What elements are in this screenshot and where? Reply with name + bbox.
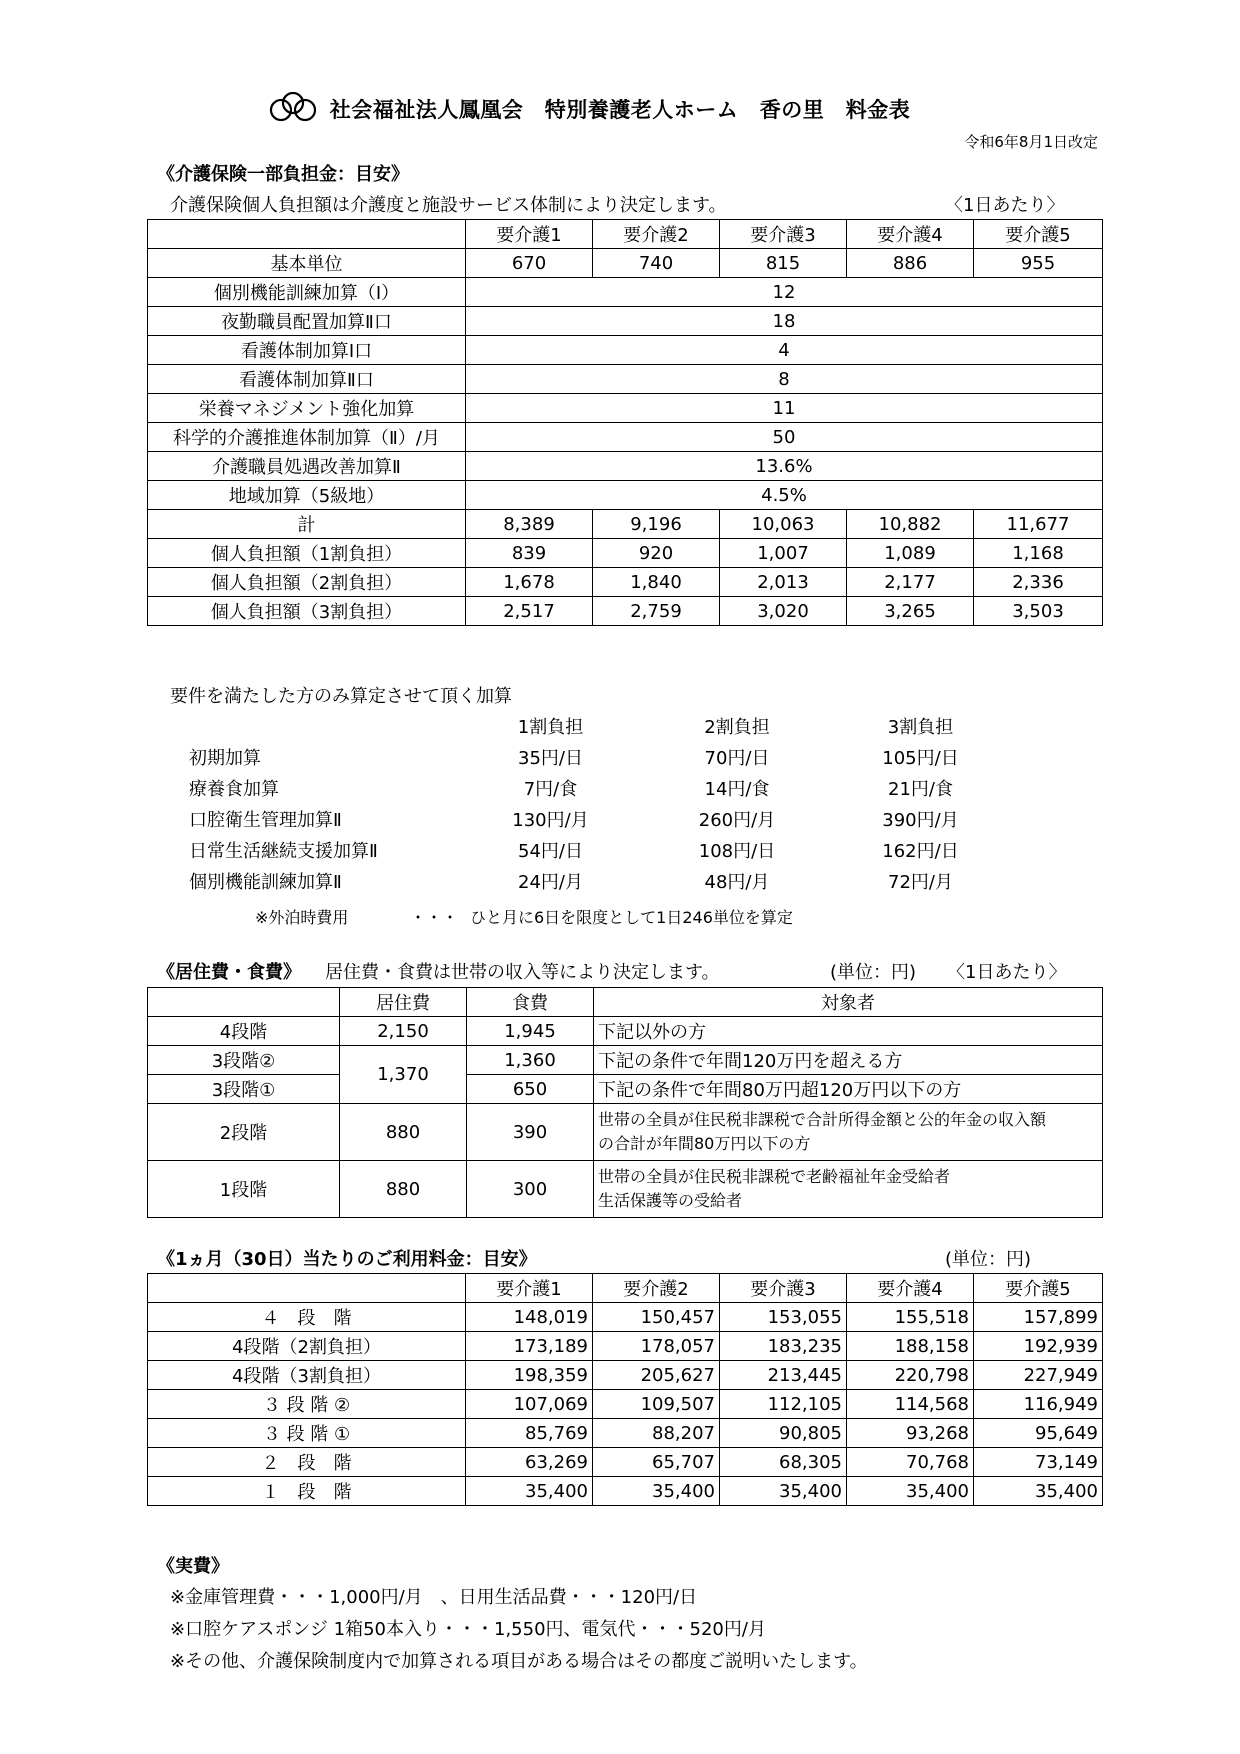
overnight-note-text: ひと月に6日を限度として1日246単位を算定 <box>470 908 793 927</box>
target-description <box>594 1104 1103 1161</box>
page-title: 社会福祉法人鳳凰会 特別養護老人ホーム 香の里 料金表 <box>329 98 911 122</box>
monthly-row-label: 4段階（2割負担） <box>148 1332 466 1361</box>
care-value-merged: 4.5% <box>466 481 1103 510</box>
housing-header-target: 対象者 <box>594 988 1103 1017</box>
care-value: 740 <box>593 249 720 278</box>
overnight-note-label: ※外泊時費用 <box>255 908 349 927</box>
care-level-header: 要介護4 <box>847 220 974 249</box>
addition-value: 105円/日 <box>882 747 959 769</box>
care-table-row <box>148 481 1103 510</box>
monthly-value: 150,457 <box>593 1303 720 1332</box>
care-row-label: 個人負担額（3割負担） <box>148 597 466 626</box>
target-line: の合計が年間80万円以下の方 <box>598 1134 811 1153</box>
addition-label: 個別機能訓練加算Ⅱ <box>189 871 342 893</box>
monthly-value: 35,400 <box>720 1477 847 1506</box>
target-line: 世帯の全員が住民税非課税で合計所得金額と公的年金の収入額 <box>598 1110 1047 1129</box>
addition-label: 療養食加算 <box>189 778 279 800</box>
care-value: 10,882 <box>847 510 974 539</box>
care-value: 1,089 <box>847 539 974 568</box>
target-description: 下記以外の方 <box>594 1017 1103 1046</box>
monthly-value: 35,400 <box>466 1477 593 1506</box>
monthly-value: 88,207 <box>593 1419 720 1448</box>
monthly-value: 213,445 <box>720 1361 847 1390</box>
care-table-row <box>148 336 1103 365</box>
monthly-value: 178,057 <box>593 1332 720 1361</box>
section-heading-monthly-fee: 《1ヵ月（30日）当たりのご利用料金：目安》 <box>157 1249 537 1270</box>
monthly-row-label: ２ 段 階 <box>148 1448 466 1477</box>
food-cost: 1,945 <box>467 1017 594 1046</box>
additions-header-blank <box>189 710 459 741</box>
monthly-value: 157,899 <box>974 1303 1103 1332</box>
burden-ratio-header: 2割負担 <box>704 716 770 738</box>
monthly-unit: (単位：円) <box>945 1249 1032 1270</box>
monthly-value: 73,149 <box>974 1448 1103 1477</box>
target-description: 下記の条件で年間80万円超120万円以下の方 <box>594 1075 1103 1104</box>
care-value: 3,265 <box>847 597 974 626</box>
addition-value: 24円/月 <box>518 871 583 893</box>
target-description <box>594 1161 1103 1218</box>
housing-food-table <box>147 987 1103 1218</box>
monthly-fee-table <box>147 1273 1103 1506</box>
care-row-label: 基本単位 <box>148 249 466 278</box>
monthly-value: 183,235 <box>720 1332 847 1361</box>
care-table-row <box>148 394 1103 423</box>
monthly-row-label: 4段階（3割負担） <box>148 1361 466 1390</box>
care-table-row <box>148 278 1103 307</box>
care-value-merged: 4 <box>466 336 1103 365</box>
food-cost: 650 <box>467 1075 594 1104</box>
per-day-note: 〈1日あたり〉 <box>945 195 1065 216</box>
care-value: 815 <box>720 249 847 278</box>
addition-value: 130円/月 <box>512 809 589 831</box>
care-level-header: 要介護1 <box>466 220 593 249</box>
addition-value: 7円/食 <box>523 778 578 800</box>
care-value: 2,759 <box>593 597 720 626</box>
care-value: 920 <box>593 539 720 568</box>
care-value: 3,020 <box>720 597 847 626</box>
care-level-header: 要介護3 <box>720 220 847 249</box>
monthly-value: 107,069 <box>466 1390 593 1419</box>
care-value: 3,503 <box>974 597 1103 626</box>
monthly-row-label: ４ 段 階 <box>148 1303 466 1332</box>
monthly-value: 148,019 <box>466 1303 593 1332</box>
care-value: 2,517 <box>466 597 593 626</box>
care-level-header: 要介護4 <box>847 1274 974 1303</box>
monthly-value: 188,158 <box>847 1332 974 1361</box>
monthly-value: 90,805 <box>720 1419 847 1448</box>
monthly-table-row <box>148 1477 1103 1506</box>
care-level-header: 要介護2 <box>593 1274 720 1303</box>
care-table-row <box>148 307 1103 336</box>
housing-cost: 880 <box>340 1104 467 1161</box>
addition-value: 54円/日 <box>518 840 583 862</box>
food-cost: 1,360 <box>467 1046 594 1075</box>
monthly-value: 93,268 <box>847 1419 974 1448</box>
monthly-value: 192,939 <box>974 1332 1103 1361</box>
housing-row-label: 3段階① <box>148 1075 340 1104</box>
addition-value: 14円/食 <box>704 778 770 800</box>
monthly-value: 35,400 <box>593 1477 720 1506</box>
monthly-value: 198,359 <box>466 1361 593 1390</box>
section-heading-actual-costs: 《実費》 <box>157 1556 229 1577</box>
target-line: 世帯の全員が住民税非課税で老齢福祉年金受給者 <box>598 1167 951 1186</box>
care-value: 1,678 <box>466 568 593 597</box>
care-row-label: 介護職員処遇改善加算Ⅱ <box>148 452 466 481</box>
housing-row-label: 2段階 <box>148 1104 340 1161</box>
care-level-header: 要介護5 <box>974 1274 1103 1303</box>
section-heading-housing-food: 《居住費・食費》 <box>157 962 301 983</box>
care-value-merged: 18 <box>466 307 1103 336</box>
care-table-row <box>148 452 1103 481</box>
target-description: 下記の条件で年間120万円を超える方 <box>594 1046 1103 1075</box>
actual-cost-line: ※その他、介護保険制度内で加算される項目がある場合はその都度ご説明いたします。 <box>170 1651 868 1672</box>
monthly-value: 85,769 <box>466 1419 593 1448</box>
care-value: 8,389 <box>466 510 593 539</box>
monthly-value: 116,949 <box>974 1390 1103 1419</box>
addition-value: 260円/月 <box>698 809 776 831</box>
actual-cost-line: ※金庫管理費・・・1,000円/月 、日用生活品費・・・120円/日 <box>170 1587 698 1608</box>
monthly-header-blank <box>148 1274 466 1303</box>
care-value: 9,196 <box>593 510 720 539</box>
care-row-label: 栄養マネジメント強化加算 <box>148 394 466 423</box>
monthly-value: 35,400 <box>974 1477 1103 1506</box>
monthly-value: 95,649 <box>974 1419 1103 1448</box>
housing-cost: 1,370 <box>340 1046 467 1104</box>
care-value: 10,063 <box>720 510 847 539</box>
burden-ratio-header: 1割負担 <box>517 716 584 738</box>
care-value: 1,168 <box>974 539 1103 568</box>
food-cost: 390 <box>467 1104 594 1161</box>
additions-table <box>189 710 1009 896</box>
care-value-merged: 12 <box>466 278 1103 307</box>
section-heading-care-insurance: 《介護保険一部負担金：目安》 <box>157 164 409 185</box>
care-value: 2,336 <box>974 568 1103 597</box>
care-value: 839 <box>466 539 593 568</box>
monthly-value: 35,400 <box>847 1477 974 1506</box>
addition-label: 口腔衛生管理加算Ⅱ <box>189 809 342 831</box>
monthly-value: 155,518 <box>847 1303 974 1332</box>
care-row-label: 計 <box>148 510 466 539</box>
housing-food-intro: 居住費・食費は世帯の収入等により決定します。 <box>325 962 720 983</box>
care-table-row <box>148 568 1103 597</box>
care-value: 670 <box>466 249 593 278</box>
monthly-table-row <box>148 1332 1103 1361</box>
care-table-row <box>148 365 1103 394</box>
monthly-value: 63,269 <box>466 1448 593 1477</box>
monthly-table-row <box>148 1419 1103 1448</box>
monthly-table-row <box>148 1390 1103 1419</box>
addition-value: 35円/日 <box>518 747 583 769</box>
care-insurance-table <box>147 219 1103 626</box>
care-row-label: 個人負担額（2割負担） <box>148 568 466 597</box>
care-row-label: 個別機能訓練加算（Ⅰ） <box>148 278 466 307</box>
housing-row-label: 1段階 <box>148 1161 340 1218</box>
care-value: 1,007 <box>720 539 847 568</box>
care-value: 2,177 <box>847 568 974 597</box>
monthly-value: 68,305 <box>720 1448 847 1477</box>
monthly-table-row <box>148 1448 1103 1477</box>
care-value-merged: 50 <box>466 423 1103 452</box>
monthly-value: 65,707 <box>593 1448 720 1477</box>
care-table-row <box>148 539 1103 568</box>
care-value-merged: 11 <box>466 394 1103 423</box>
food-cost: 300 <box>467 1161 594 1218</box>
monthly-value: 109,507 <box>593 1390 720 1419</box>
care-value: 1,840 <box>593 568 720 597</box>
housing-header-label <box>148 988 340 1017</box>
housing-header-housing: 居住費 <box>340 988 467 1017</box>
addition-row <box>189 834 1009 865</box>
care-row-label: 地域加算（5級地） <box>148 481 466 510</box>
addition-value: 162円/日 <box>882 840 959 862</box>
housing-cost: 2,150 <box>340 1017 467 1046</box>
care-value: 11,677 <box>974 510 1103 539</box>
addition-row <box>189 772 1009 803</box>
care-insurance-intro: 介護保険個人負担額は介護度と施設サービス体制により決定します。 <box>170 195 727 216</box>
monthly-value: 70,768 <box>847 1448 974 1477</box>
addition-value: 72円/月 <box>888 871 953 893</box>
monthly-table-row <box>148 1303 1103 1332</box>
care-value: 2,013 <box>720 568 847 597</box>
monthly-table-row <box>148 1361 1103 1390</box>
care-level-header: 要介護2 <box>593 220 720 249</box>
care-level-header: 要介護1 <box>466 1274 593 1303</box>
monthly-row-label: １ 段 階 <box>148 1477 466 1506</box>
monthly-row-label: ３ 段 階 ① <box>148 1419 466 1448</box>
target-line: 生活保護等の受給者 <box>598 1191 743 1210</box>
housing-row-label: 3段階② <box>148 1046 340 1075</box>
care-header-blank <box>148 220 466 249</box>
care-value: 886 <box>847 249 974 278</box>
revision-date: 令和6年8月1日改定 <box>964 133 1098 151</box>
care-level-header: 要介護5 <box>974 220 1103 249</box>
monthly-value: 112,105 <box>720 1390 847 1419</box>
overnight-note-dots: ・・・ <box>410 908 459 927</box>
housing-per-day-note: 〈1日あたり〉 <box>947 962 1067 983</box>
monthly-value: 114,568 <box>847 1390 974 1419</box>
monthly-value: 220,798 <box>847 1361 974 1390</box>
addition-value: 108円/日 <box>698 840 776 862</box>
care-table-row <box>148 510 1103 539</box>
burden-ratio-header: 3割負担 <box>887 716 954 738</box>
housing-row-label: 4段階 <box>148 1017 340 1046</box>
care-row-label: 看護体制加算Ⅰ口 <box>148 336 466 365</box>
housing-cost: 880 <box>340 1161 467 1218</box>
care-table-row <box>148 249 1103 278</box>
monthly-value: 227,949 <box>974 1361 1103 1390</box>
addition-row <box>189 741 1009 772</box>
addition-row <box>189 865 1009 896</box>
monthly-value: 153,055 <box>720 1303 847 1332</box>
care-row-label: 夜勤職員配置加算Ⅱ口 <box>148 307 466 336</box>
addition-value: 48円/月 <box>704 871 770 893</box>
care-table-row <box>148 597 1103 626</box>
addition-row <box>189 803 1009 834</box>
care-value-merged: 13.6% <box>466 452 1103 481</box>
housing-header-food: 食費 <box>467 988 594 1017</box>
care-table-row <box>148 423 1103 452</box>
actual-cost-line: ※口腔ケアスポンジ 1箱50本入り・・・1,550円、電気代・・・520円/月 <box>170 1619 766 1640</box>
care-value-merged: 8 <box>466 365 1103 394</box>
addition-value: 21円/食 <box>888 778 953 800</box>
care-value: 955 <box>974 249 1103 278</box>
care-level-header: 要介護3 <box>720 1274 847 1303</box>
care-row-label: 個人負担額（1割負担） <box>148 539 466 568</box>
addition-value: 390円/月 <box>882 809 959 831</box>
monthly-value: 173,189 <box>466 1332 593 1361</box>
monthly-value: 205,627 <box>593 1361 720 1390</box>
addition-value: 70円/日 <box>704 747 770 769</box>
care-row-label: 科学的介護推進体制加算（Ⅱ）/月 <box>148 423 466 452</box>
addition-label: 初期加算 <box>189 747 261 769</box>
addition-label: 日常生活継続支援加算Ⅱ <box>189 840 378 862</box>
housing-unit: (単位：円) <box>830 962 917 983</box>
care-row-label: 看護体制加算Ⅱ口 <box>148 365 466 394</box>
monthly-row-label: ３ 段 階 ② <box>148 1390 466 1419</box>
additions-intro: 要件を満たした方のみ算定させて頂く加算 <box>170 686 512 707</box>
